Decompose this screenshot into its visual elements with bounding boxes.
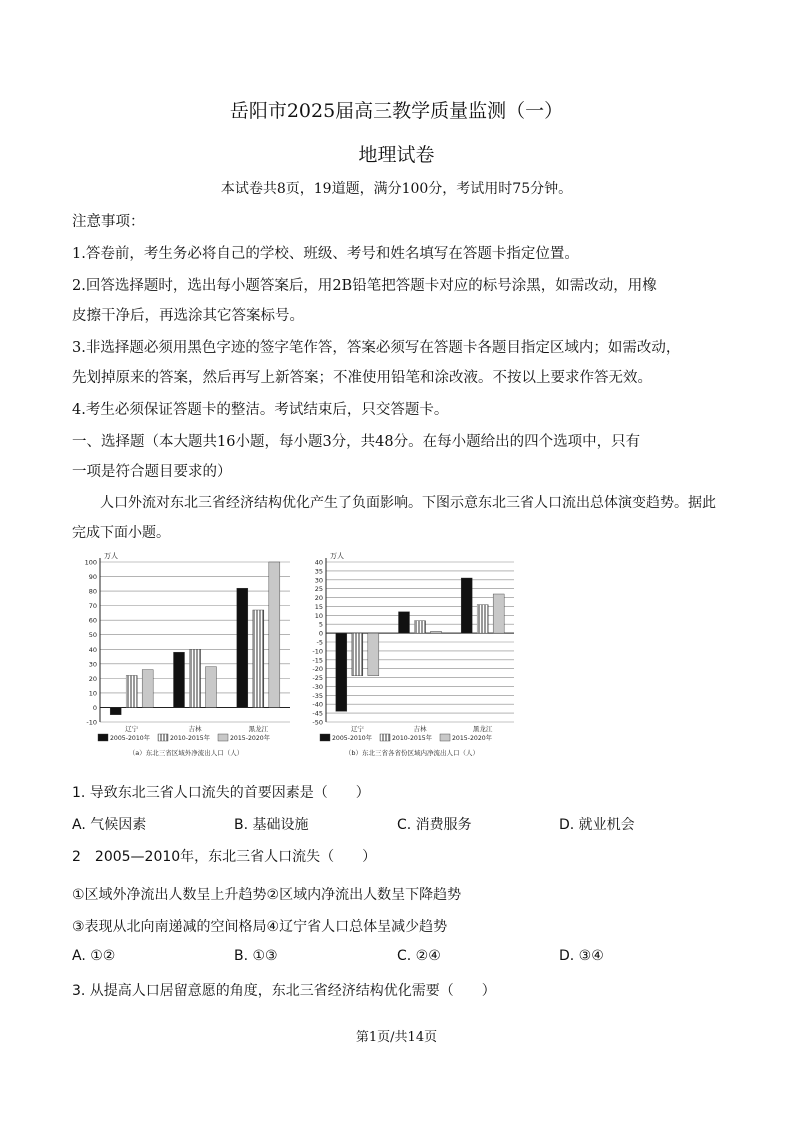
chart-caption: （b）东北三省各省份区域内净流出人口（人） [344, 749, 480, 757]
legend-swatch [320, 734, 330, 741]
note-2b: 皮擦干净后，再选涂其它答案标号。 [72, 308, 304, 324]
legend-label: 2015-2020年 [230, 735, 270, 742]
y-tick-label: 10 [314, 611, 323, 620]
legend-swatch [380, 734, 390, 741]
legend-label: 2010-2015年 [392, 735, 432, 742]
y-tick-label: 35 [314, 567, 323, 576]
chart-caption: （a）东北三省区域外净流出人口（人） [128, 749, 244, 757]
q2-statement-line-1: ①区域外净流出人数呈上升趋势②区域内净流出人数呈下降趋势 [72, 887, 462, 903]
y-tick-label: 30 [88, 660, 97, 669]
y-tick-label: -15 [312, 656, 323, 665]
exam-subject: 地理试卷 [358, 144, 435, 166]
bar [110, 707, 121, 714]
bar [415, 621, 426, 633]
y-axis-unit: 万人 [104, 552, 118, 560]
y-tick-label: -50 [312, 718, 323, 727]
y-tick-label: 40 [88, 645, 97, 654]
note-2a: 2.回答选择题时，选出每小题答案后，用2B铅笔把答题卡对应的标号涂黑，如需改动，用橡 [72, 278, 657, 294]
y-axis-unit: 万人 [330, 552, 344, 560]
y-tick-label: 70 [88, 602, 97, 611]
bar [174, 652, 185, 707]
section-heading-b: 一项是符合题目要求的） [72, 464, 232, 480]
y-tick-label: -30 [312, 682, 323, 691]
y-tick-label: 40 [314, 558, 323, 567]
category-label: 黑龙江 [248, 725, 269, 733]
bar [399, 612, 410, 633]
y-tick-label: 50 [88, 631, 97, 640]
q2-option-c: C. ②④ [397, 948, 441, 964]
bar [126, 675, 137, 707]
bar [368, 633, 379, 676]
y-tick-label: 15 [314, 602, 323, 611]
y-tick-label: -5 [316, 638, 323, 647]
bar [493, 594, 504, 633]
q1-option-b: B. 基础设施 [234, 817, 309, 833]
bar [253, 610, 264, 707]
section-heading-a: 一、选择题（本大题共16小题，每小题3分，共48分。在每小题给出的四个选项中，只有 [72, 434, 641, 450]
legend-swatch [98, 734, 108, 741]
y-tick-label: 0 [318, 629, 323, 638]
legend-label: 2015-2020年 [452, 735, 492, 742]
stem-line-a: 人口外流对东北三省经济结构优化产生了负面影响。下图示意东北三省人口流出总体演变趋势。据此 [100, 495, 716, 511]
exam-intro: 本试卷共8页，19道题，满分100分，考试用时75分钟。 [220, 181, 573, 197]
page-footer: 第1页/共14页 [355, 1030, 438, 1045]
bar [190, 649, 201, 707]
category-label: 辽宁 [125, 725, 139, 733]
bar [352, 633, 363, 676]
note-4: 4.考生必须保证答题卡的整洁。考试结束后，只交答题卡。 [72, 402, 449, 418]
y-tick-label: 80 [88, 587, 97, 596]
bar [431, 631, 442, 633]
q2-option-b: B. ①③ [234, 948, 278, 964]
q1-option-a: A. 气候因素 [72, 817, 147, 833]
notes-heading: 注意事项： [72, 214, 145, 230]
bar [142, 670, 153, 708]
y-tick-label: -45 [312, 709, 323, 718]
q1-option-c: C. 消费服务 [397, 817, 472, 833]
q1-option-d: D. 就业机会 [559, 817, 635, 833]
q2-statement-line-2: ③表现从北向南递减的空间格局④辽宁省人口总体呈减少趋势 [72, 919, 448, 935]
legend-swatch [440, 734, 450, 741]
q2-option-a: A. ①② [72, 948, 116, 964]
question-2: 2 2005—2010年，东北三省人口流失（ ） [72, 849, 377, 865]
y-tick-label: 10 [88, 689, 97, 698]
y-tick-label: -10 [86, 718, 97, 727]
y-tick-label: 60 [88, 616, 97, 625]
bar [206, 667, 217, 708]
chart-b [304, 552, 520, 772]
y-tick-label: -40 [312, 700, 323, 709]
q2-option-d: D. ③④ [559, 948, 604, 964]
y-tick-label: 5 [318, 620, 323, 629]
bar [477, 605, 488, 633]
y-tick-label: 30 [314, 576, 323, 585]
y-tick-label: 100 [84, 558, 97, 567]
bar [237, 588, 248, 707]
legend-swatch [218, 734, 228, 741]
stem-line-b: 完成下面小题。 [72, 525, 170, 541]
y-tick-label: -35 [312, 691, 323, 700]
y-tick-label: -10 [312, 647, 323, 656]
y-tick-label: -20 [312, 665, 323, 674]
legend-label: 2005-2010年 [332, 735, 372, 742]
question-3: 3. 从提高人口居留意愿的角度，东北三省经济结构优化需要（ ） [72, 983, 496, 999]
note-1: 1.答卷前，考生务必将自己的学校、班级、考号和姓名填写在答题卡指定位置。 [72, 246, 579, 262]
exam-title: 岳阳市2025届高三教学质量监测（一） [229, 100, 564, 122]
category-label: 黑龙江 [472, 725, 493, 733]
category-label: 辽宁 [350, 725, 364, 733]
y-tick-label: 0 [92, 703, 97, 712]
y-tick-label: 25 [314, 585, 323, 594]
chart-a [76, 552, 296, 772]
legend-label: 2005-2010年 [110, 735, 150, 742]
legend-swatch [158, 734, 168, 741]
legend-label: 2010-2015年 [170, 735, 210, 742]
bar [336, 633, 347, 711]
y-tick-label: 20 [88, 674, 97, 683]
question-1: 1. 导致东北三省人口流失的首要因素是（ ） [72, 785, 370, 801]
category-label: 吉林 [413, 725, 427, 733]
note-3a: 3.非选择题必须用黑色字迹的签字笔作答，答案必须写在答题卡各题目指定区域内；如需改动， [72, 340, 681, 356]
note-3b: 先划掉原来的答案，然后再写上新答案；不准使用铅笔和涂改液。不按以上要求作答无效。 [72, 370, 652, 386]
category-label: 吉林 [188, 725, 202, 733]
y-tick-label: 20 [314, 594, 323, 603]
bar [461, 578, 472, 633]
bar [269, 562, 280, 707]
y-tick-label: -25 [312, 674, 323, 683]
y-tick-label: 90 [88, 573, 97, 582]
